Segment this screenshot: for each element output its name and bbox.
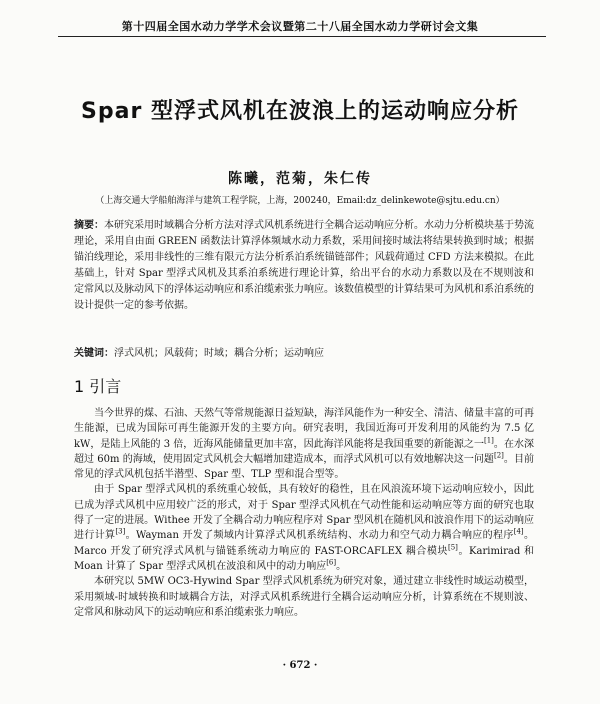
paragraph-text: 本研究以 5MW OC3-Hywind Spar 型浮式风机系统为研究对象，通过建立非线性时域运动模型，采用频域-时域转换和时域耦合方法，对浮式风机系统进行全耦合运动响应分析，计算系统在不规则波、定常风和脉动风下的运动响应和系泊缆索张力响应。 [74,576,534,618]
paragraph-text: 。目前常见的浮式风机包括半潜型、Spar 型、TLP 型和混合型等。 [74,453,534,481]
keywords [74,346,534,362]
section-body [74,406,534,620]
running-header: 第十四届全国水动力学学术会议暨第二十八届全国水动力学研讨会文集 [121,20,479,33]
header-rule [58,36,546,37]
abstract-text: 本研究采用时域耦合分析方法对浮式风机系统进行全耦合运动响应分析。水动力分析模块基于势流理论，采用自由面 GREEN 函数法计算浮体频域水动力系数，采用间接时域法将结果转换到时域；根据锚泊线理论，采用非线性的三维有限元方法分析系泊系统锚链部件；风载荷通过 CFD 方法来模拟。在此基础上，针对 Spar 型浮式风机及其系泊系统进行理论计算，给出平台的水动力系数以及在不规则波和定常风以及脉动风下的浮体运动响应和系泊缆索张力响应。该数值模型的计算结果可为风机和系泊系统的设计提供一定的参考依据。 [74,220,534,311]
authors: 陈曦，范菊，朱仁传 [228,171,372,187]
page-number: · 672 · [282,660,318,671]
paragraph-text: 。 [336,560,347,572]
abstract [74,218,534,314]
citation-ref: [3] [115,528,126,537]
citation-ref: [5] [448,543,458,552]
paper-title: Spar 型浮式风机在波浪上的运动响应分析 [81,99,519,124]
paragraph-text: 当今世界的煤、石油、天然气等常规能源日益短缺，海洋风能作为一种安全、清洁、储量丰富的可再生能源，已成为国际可再生能源开发的主要方向。研究表明，我国近海可开发利用的风能约为 7.5 亿 kW，是陆上风能的 3 倍，近海风能储量更加丰富，因此海洋风能将是我国重要的新能源之一 [74,408,534,450]
paragraph-text: 。Marco 开发了研究浮式风机与锚链系统动力响应的 FAST-ORCAFLEX 耦合模块 [74,530,534,557]
paragraph-text: 。Wayman 开发了频域内计算浮式风机系统结构、水动力和空气动力耦合响应的程序 [125,530,514,542]
section-title-introduction: 1 引言 [74,377,122,396]
citation-ref: [2] [493,451,504,460]
paragraph-text: 。在水深超过 60m 的海域，使用固定式风机会大幅增加建造成本，而浮式风机可以有效地解决这一问题 [74,438,534,465]
paragraph-text: 。Karimirad 和 Moan 计算了 Spar 型浮式风机在波浪和风中的动力响应 [74,545,534,572]
keywords-label: 关键词： [74,348,114,359]
citation-ref: [1] [483,436,494,445]
affiliation: （上海交通大学船舶海洋与建筑工程学院，上海，200240，Email:dz_delinkewote@sjtu.edu.cn） [95,196,505,206]
citation-ref: [4] [513,528,524,537]
paragraph-text: 由于 Spar 型浮式风机的系统重心较低，具有较好的稳性，且在风浪流环境下运动响应较小，因此已成为浮式风机中应用较广泛的形式，对于 Spar 型浮式风机在气动性能和运动响应等方面的研究也取得了一定的进展。Withee 开发了全耦合动力响应程序对 Spar 型风机在随机风和波浪作用下的运动响应进行计算 [74,484,534,542]
citation-ref: [6] [326,558,337,567]
body-paragraph [74,574,534,620]
abstract-label: 摘要： [74,220,104,231]
body-paragraph [74,482,534,574]
body-paragraph [74,406,534,482]
keywords-text: 浮式风机；风载荷；时域；耦合分析；运动响应 [114,348,324,359]
